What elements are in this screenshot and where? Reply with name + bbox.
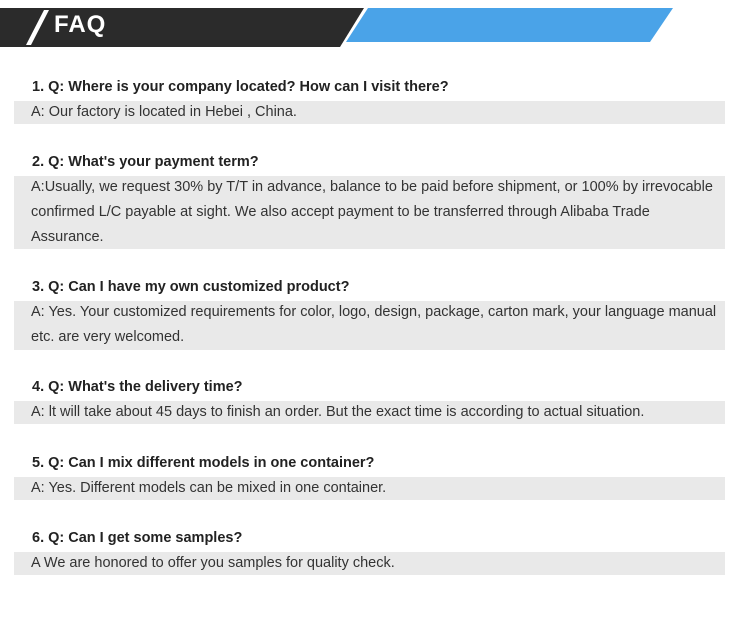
faq-answer-box [14, 477, 725, 500]
faq-answer: A: lt will take about 45 days to finish an order. But the exact time is according to actual situation. [31, 404, 645, 420]
banner-graphic [0, 0, 750, 50]
faq-question: 1. Q: Where is your company located? How can I visit there? [32, 79, 449, 95]
faq-banner [0, 0, 750, 50]
banner-accent-shape [346, 8, 673, 42]
faq-question: 6. Q: Can I get some samples? [32, 530, 243, 546]
faq-answer: A: Yes. Different models can be mixed in one container. [31, 480, 387, 496]
faq-answer: A: Yes. Your customized requirements for color, logo, design, package, carton mark, your language manual etc. are very welcomed. [31, 304, 717, 345]
faq-question: 5. Q: Can I mix different models in one container? [32, 455, 375, 471]
faq-answer-box [14, 101, 725, 124]
faq-answer-box [14, 552, 725, 575]
faq-answer: A: Our factory is located in Hebei , China. [31, 104, 297, 120]
faq-answer-box [14, 401, 725, 424]
faq-question: 2. Q: What's your payment term? [32, 154, 259, 170]
faq-answer-box [14, 301, 725, 350]
faq-answer: A We are honored to offer you samples for quality check. [31, 555, 395, 571]
faq-answer-box [14, 176, 725, 249]
faq-question: 3. Q: Can I have my own customized product? [32, 279, 350, 295]
page-title: FAQ [54, 11, 107, 38]
faq-answer: A:Usually, we request 30% by T/T in advance, balance to be paid before shipment, or 100% by irrevocable confirmed L/C payable at sight. We also accept payment to be transferred through Alibaba Trade Assurance. [31, 179, 713, 245]
faq-question: 4. Q: What's the delivery time? [32, 379, 243, 395]
